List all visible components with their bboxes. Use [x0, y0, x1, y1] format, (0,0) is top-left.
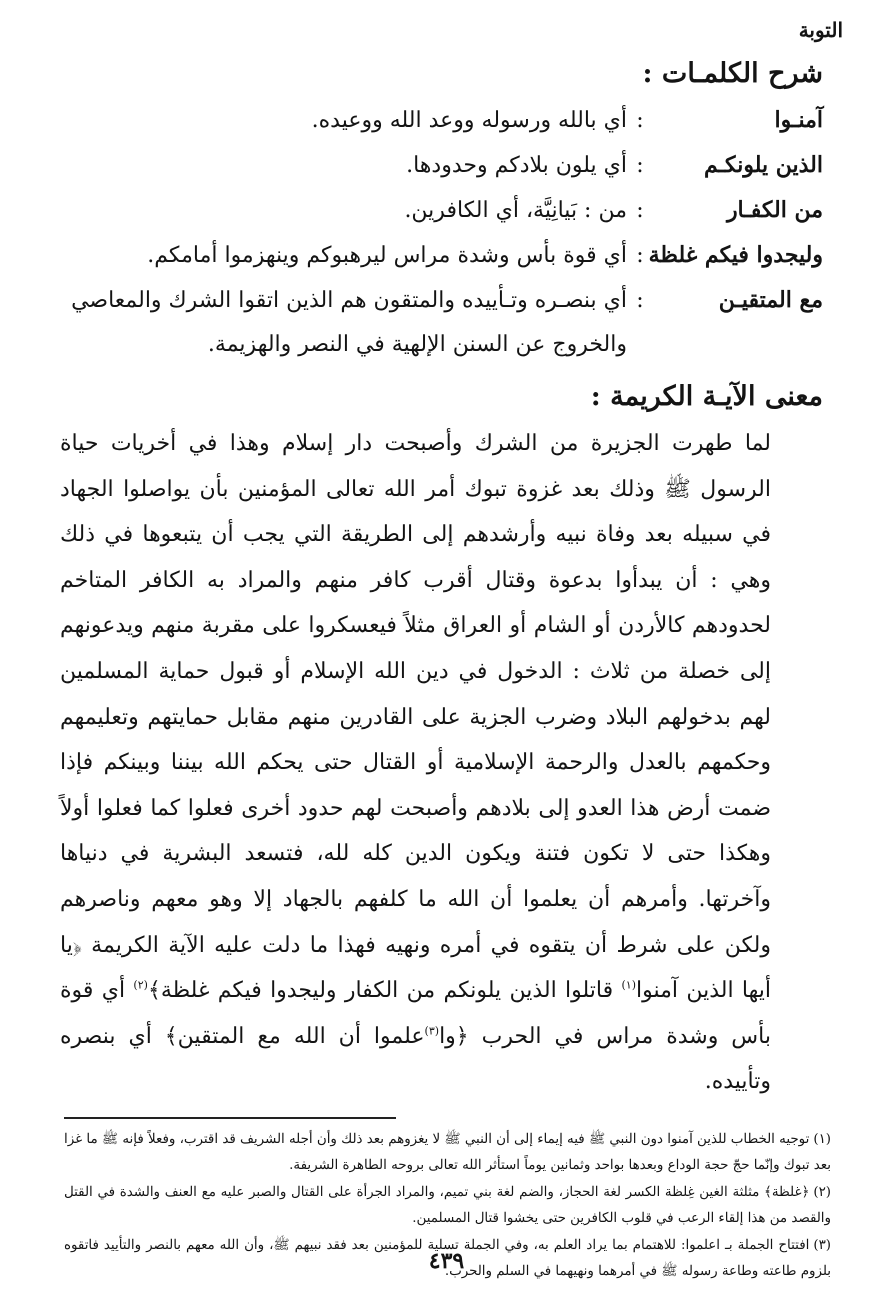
- glossary-term: مع المتقيـن: [718, 287, 823, 313]
- glossary-term: وليجدوا فيكم غلظة: [648, 242, 823, 268]
- running-head-surah-name: التوبة: [798, 18, 843, 42]
- glossary-colon: :: [636, 153, 644, 178]
- glossary-colon: :: [636, 288, 644, 313]
- page-number: ٤٣٩: [428, 1248, 465, 1274]
- glossary-definition: أي يلون بلادكم وحدودها.: [406, 153, 627, 178]
- footnote-separator: [64, 1117, 396, 1119]
- meaning-title: معنى الآيـة الكريمة :: [590, 381, 823, 412]
- footnote-ref: (١): [621, 978, 637, 992]
- glossary-item: [64, 143, 823, 188]
- meaning-text: أي قوة بأس وشدة مراس في الحرب ﴿وا: [60, 978, 771, 1049]
- glossary-colon: :: [636, 108, 644, 133]
- glossary-colon: :: [636, 243, 644, 268]
- footnote-number: (٣): [813, 1237, 831, 1253]
- glossary-term: من الكفـار: [726, 197, 823, 223]
- footnote-ref: (٣): [424, 1024, 440, 1038]
- glossary-term: الذين يلونكـم: [703, 152, 823, 178]
- meaning-text: لما طهرت الجزيرة من الشرك وأصبحت دار إسلام وهذا في أخريات حياة الرسول ﷺ وذلك بعد غزوة تبوك أمر الله تعالى المؤمنين بأن يواصلوا الجهاد في سبيله بعد وفاة نبيه وأرشدهم إلى الطريقة التي يجب أن يتبعوها في ذلك وهي : أن يبدأوا بدعوة وقتال أقرب كافر منهم والمراد به الكافر المتاخم لحدودهم كالأردن أو الشام أو العراق مثلاً فيعسكروا على مقربة منهم ويدعونهم إلى خصلة من ثلاث : الدخول في دين الله الإسلام أو قبول حماية المسلمين لهم بدخولهم البلاد وضرب الجزية على القادرين منهم مقابل حمايتهم وتعليمهم وحكمهم بالعدل والرحمة الإسلامية أو القتال حتى يحكم الله بيننا وبينكم فإذا ضمت أرض هذا العدو إلى بلادهم وأصبحت لهم حدود أخرى فعلوا كما فعلوا أولاً وهكذا حتى لا تكون فتنة ويكون الدين كله لله، فتسعد البشرية في دنياها وآخرتها. وأمرهم أن يعلموا أن الله ما كلفهم بالجهاد إلا وهو معهم وناصرهم ولكن على شرط أن يتقوه في أمره ونهيه فهذا ما دلت عليه الآية الكريمة ﴿يا أيها الذين آمنوا: [60, 431, 772, 1004]
- footnote-number: (٢): [813, 1184, 831, 1200]
- footnote-text: افتتاح الجملة بـ اعلموا: للاهتمام بما يراد العلم به، وفي الجملة تسلية للمؤمنين بعد فقد نبيهم ﷺ، وأن الله معهم بالنصر والتأييد فاتقوه بلزوم طاعته وطاعة رسوله ﷺ في أمرهما ونهيهما في السلم والحرب.: [64, 1237, 831, 1279]
- meaning-text: قاتلوا الذين يلونكم من الكفار وليجدوا فيكم غلظة﴾: [147, 978, 614, 1004]
- meaning-text: علموا أن الله مع المتقين﴾ أي بنصره وتأييده.: [60, 1023, 771, 1095]
- glossary-title: شرح الكلمـات :: [642, 58, 823, 89]
- glossary-colon: :: [636, 198, 644, 223]
- glossary-item: [64, 188, 823, 233]
- glossary-definition: أي بالله ورسوله ووعد الله ووعيده.: [311, 108, 627, 133]
- footnote: [64, 1127, 831, 1180]
- footnote-text: ﴿غلظة﴾ مثلثة الغين غِلظة الكسر لغة الحجاز، والضم لغة بني تميم، والمراد الجرأة على القتال والصبر عليه مع العنف والشدة في القتل والقصد من هذا إلقاء الرعب في قلوب الكافرين حتى يخشوا قتال المسلمين.: [64, 1184, 831, 1227]
- glossary-definition: أي قوة بأس وشدة مراس ليرهبوكم وينهزموا أمامكم.: [147, 243, 627, 268]
- glossary-item: [64, 98, 823, 143]
- meaning-paragraph: [60, 421, 827, 1105]
- glossary-item: [64, 233, 823, 278]
- glossary-list: [64, 98, 823, 367]
- glossary-definition: من : بَيانِيَّة، أي الكافرين.: [404, 198, 627, 223]
- glossary-definition: أي بنصـره وتـأييده والمتقون هم الذين اتقوا الشرك والمعاصي: [71, 288, 627, 313]
- glossary-definition-continuation: والخروج عن السنن الإلهية في النصر والهزيمة.: [207, 332, 627, 357]
- footnote: [64, 1180, 831, 1233]
- glossary-term: آمنـوا: [774, 107, 823, 133]
- footnote-number: (١): [813, 1131, 831, 1147]
- footnote-ref: (٢): [133, 978, 148, 992]
- glossary-item: [64, 278, 823, 323]
- footnote-text: توجيه الخطاب للذين آمنوا دون النبي ﷺ فيه إيماء إلى أن النبي ﷺ لا يغزوهم بعد ذلك وأن أجله الشريف قد اقترب، وفعلاً فإنه ﷺ ما غزا بعد تبوك وإنّما حجّ حجة الوداع وبعدها بواحد وثمانين يوماً استأثر الله تعالى بروحه الطاهرة الشريفة.: [64, 1131, 831, 1174]
